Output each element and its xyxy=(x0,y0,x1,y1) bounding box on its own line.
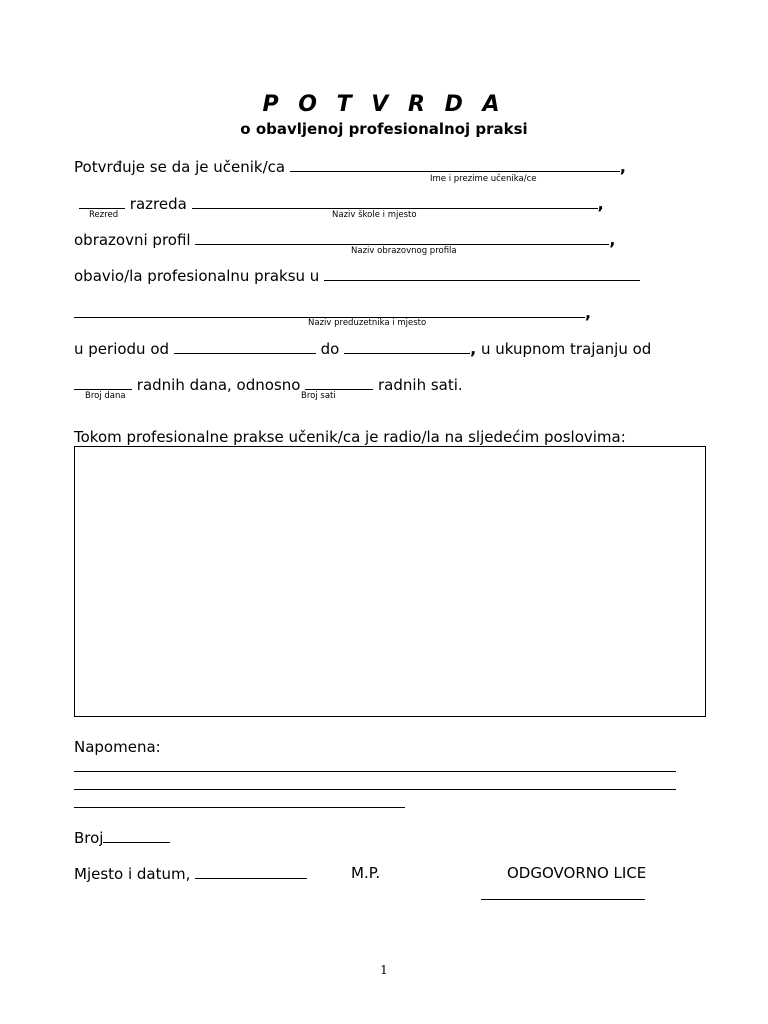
company-field-continued[interactable] xyxy=(74,303,585,318)
period-line xyxy=(74,339,651,358)
document-subtitle: o obavljenoj profesionalnoj praksi xyxy=(240,120,528,138)
days-label: radnih dana, odnosno xyxy=(136,376,301,394)
hours-field[interactable] xyxy=(305,375,373,390)
comma: , xyxy=(597,194,604,213)
place-date-label: Mjesto i datum, xyxy=(74,865,191,883)
note-line-3[interactable] xyxy=(74,807,405,808)
responsible-person-label: ODGOVORNO LICE xyxy=(507,864,647,882)
stamp-label: M.P. xyxy=(351,864,381,882)
document-title: P O T V R D A xyxy=(262,92,506,117)
practice-line xyxy=(74,266,640,285)
class-field[interactable] xyxy=(79,194,125,209)
student-name-field[interactable] xyxy=(290,157,620,172)
note-label: Napomena: xyxy=(74,738,161,756)
note-line-2[interactable] xyxy=(74,789,676,790)
work-description-box[interactable] xyxy=(74,446,706,717)
duration-line xyxy=(74,375,463,394)
comma: , xyxy=(619,157,626,176)
school-hint: Naziv škole i mjesto xyxy=(332,210,417,220)
profile-line xyxy=(74,230,615,249)
number-label: Broj xyxy=(74,829,104,847)
class-hint: Rezred xyxy=(89,210,119,220)
period-to-field[interactable] xyxy=(344,339,470,354)
comma: , xyxy=(470,339,477,358)
note-line-1[interactable] xyxy=(74,771,676,772)
profile-field[interactable] xyxy=(195,230,609,245)
days-field[interactable] xyxy=(74,375,132,390)
comma: , xyxy=(585,303,592,322)
number-line xyxy=(74,828,170,847)
class-label: razreda xyxy=(129,195,187,213)
period-from-field[interactable] xyxy=(174,339,316,354)
company-field[interactable] xyxy=(324,266,640,281)
student-name-hint: Ime i prezime učenika/ce xyxy=(430,174,537,184)
place-date-field[interactable] xyxy=(195,864,307,879)
profile-hint: Naziv obrazovnog profila xyxy=(351,246,457,256)
company-hint: Naziv preduzetnika i mjesto xyxy=(308,318,427,328)
student-name-line xyxy=(74,157,626,176)
comma: , xyxy=(609,230,616,249)
work-label: Tokom profesionalne prakse učenik/ca je radio/la na sljedećim poslovima: xyxy=(74,428,626,446)
duration-label: u ukupnom trajanju od xyxy=(480,340,652,358)
school-field[interactable] xyxy=(192,194,598,209)
number-field[interactable] xyxy=(103,828,170,843)
profile-label: obrazovni profil xyxy=(74,231,191,249)
hours-label: radnih sati. xyxy=(378,376,463,394)
hours-hint: Broj sati xyxy=(301,391,336,401)
practice-label: obavio/la profesionalnu praksu u xyxy=(74,267,320,285)
days-hint: Broj dana xyxy=(85,391,126,401)
signature-line[interactable] xyxy=(481,899,645,900)
student-label: Potvrđuje se da je učenik/ca xyxy=(74,158,286,176)
place-date-line xyxy=(74,864,307,883)
page-number: 1 xyxy=(380,963,388,977)
period-from-label: u periodu od xyxy=(74,340,170,358)
period-to-label: do xyxy=(320,340,340,358)
